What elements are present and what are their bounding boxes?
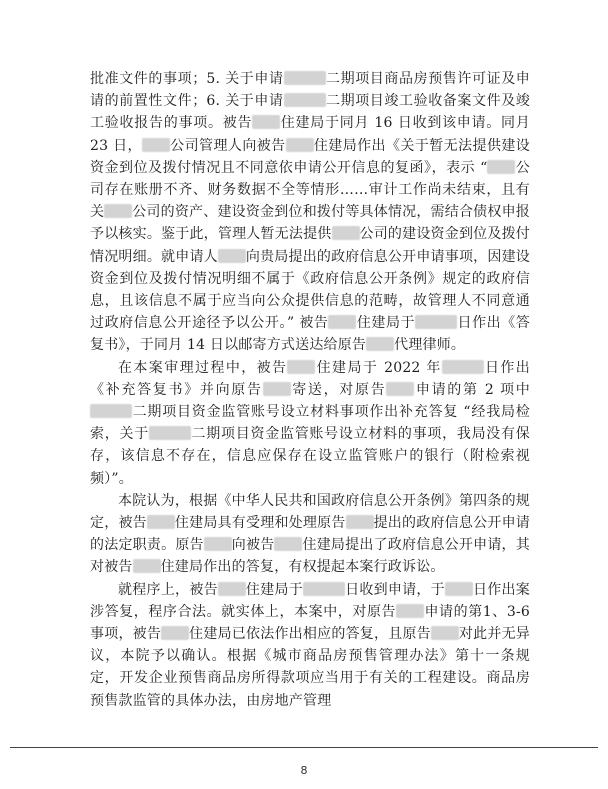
redaction-mark [415,315,457,329]
redaction-mark [218,582,246,596]
redaction-mark [204,537,232,551]
paragraph-1: 批准文件的事项；5. 关于申请 二期项目商品房预售许可证及申请的前置性文件；6. 关于申请 二期项目竣工验收备案文件及竣工验收报告的事项。被告 住建局于同月 16 日收到该申请。同月 23 日， 公司管理人向被告 住建局作出《关于暂无法提供建设资金到位及拨付情况且不同意依申请公开信息的复函》，表示 “ 公司存在账册不齐、财务数据不全等情形……审计工作尚未结束，且有关 公司的资产、建设资金到位和拨付等具体情况，需结合债权申报予以核实。鉴于此，管理人暂无法提供 公司的建设资金到位及拨付情况明细。就申请人 向贵局提出的政府信息公开申请事项，因建设资金到位及拨付情况明细不属于《政府信息公开条例》规定的政府信息，且该信息不属于应当向公众提供信息的范畴，故管理人不同意通过政府信息公开途径予以公开。” 被告 住建局于 日作出《答复书》，于同月 14 日以邮寄方式送达给原告 代理律师。 [90,71,531,354]
redaction-mark [328,315,356,329]
footer-divider [10,747,598,748]
redaction-mark [147,515,175,529]
redaction-mark [133,559,161,573]
redaction-mark [142,138,170,152]
redaction-mark [90,404,132,418]
redaction-mark [431,626,459,640]
paragraph-2: 在本案审理过程中，被告 住建局于 2022 年 日作出《补充答复书》并向原告 寄送，对原告 申请的第 2 项中二期项目资金监管账号设立材料事项作出补充答复 “经我局检索，关于 二期项目资金监管账号设立材料的事项，我局没有保存，该信息不存在，信息应保存在设立监管账户的银行（附检索视频）”。 [90,359,531,487]
redaction-mark [252,115,280,129]
redaction-mark [218,249,246,263]
redaction-mark [445,582,473,596]
page-number: 8 [300,764,308,777]
redaction-mark [487,160,515,174]
redaction-mark [284,71,326,85]
redaction-mark [149,426,191,440]
redaction-mark [366,337,394,351]
redaction-mark [284,93,326,107]
redaction-mark [332,226,360,240]
redaction-mark [104,204,132,218]
redaction-mark [287,360,315,374]
redaction-mark [263,382,291,396]
redaction-mark [442,360,484,374]
redaction-mark [346,515,374,529]
redaction-mark [396,604,424,618]
redaction-mark [274,537,302,551]
paragraph-3: 本院认为，根据《中华人民共和国政府信息公开条例》第四条的规定，被告 住建局具有受理和处理原告 提出的政府信息公开申请的法定职责。原告 向被告 住建局提出了政府信息公开申请，其对被告 住建局作出的答复，有权提起本案行政诉讼。 [90,492,530,576]
redaction-mark [286,138,314,152]
paragraph-4: 就程序上，被告 住建局于 日收到申请，于 日作出案涉答复，程序合法。就实体上，本案中，对原告 申请的第1、3-6事项，被告 住建局已依法作出相应的答复，且原告 对此并无异议，本院予以确认。根据《城市商品房预售管理办法》第十一条规定，开发企业预售商品房所得款项应当用于有关的工程建设。商品房预售款监管的具体办法，由房地产管理 [90,581,530,709]
redaction-mark [161,626,189,640]
body-text [90,68,530,712]
redaction-mark [303,582,345,596]
redaction-mark [386,382,414,396]
